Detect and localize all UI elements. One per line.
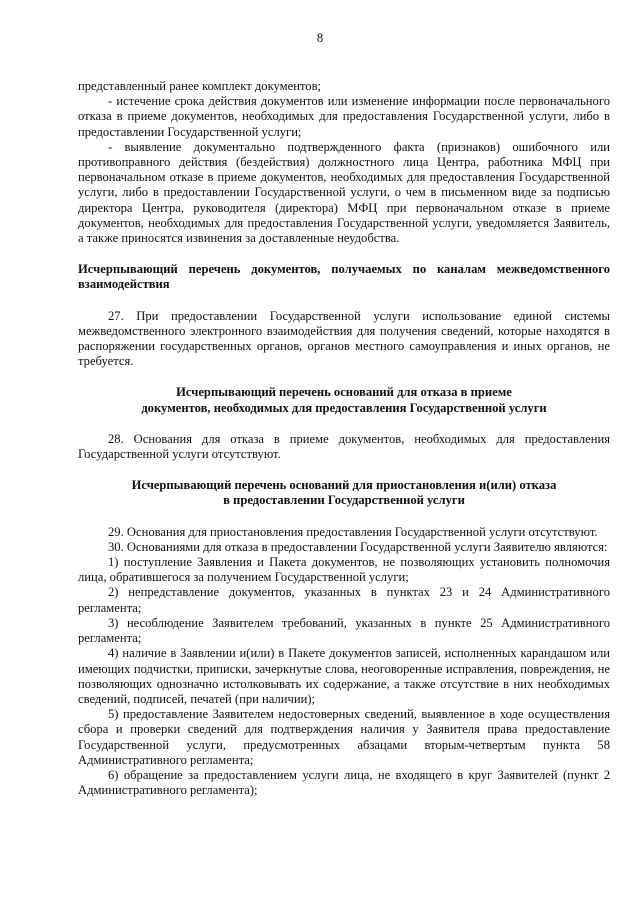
heading-line: в предоставлении Государственной услуги bbox=[223, 493, 465, 508]
paragraph-29: 29. Основания для приостановления предоставления Государственной услуги отсутствуют. bbox=[108, 524, 598, 539]
list-item-1: 1) поступление Заявления и Пакета документов, не позволяющих установить полномочия лица, обратившегося за получением Государственной услуги; bbox=[78, 555, 610, 585]
section-heading-refusal-acceptance bbox=[78, 385, 610, 415]
paragraph-continuation: представленный ранее комплект документов; bbox=[78, 79, 322, 93]
list-item-3: 3) несоблюдение Заявителем требований, указанных в пункте 25 Административного регламента; bbox=[78, 615, 610, 646]
page-number: 8 bbox=[316, 31, 324, 45]
list-item-5: 5) предоставление Заявителем недостоверных сведений, выявленное в ходе осуществления сбора и проверки сведений для подтверждения наличия у Заявителя права предоставление Государственной услуги, предусмотренных абзацами вторым-четвертым пункта 58 Административного регламента; bbox=[78, 707, 610, 767]
list-item-4: 4) наличие в Заявлении и(или) в Пакете документов записей, исполненных карандашом или имеющих подчистки, приписки, зачеркнутые слова, неоговоренные исправления, повреждения, не позволяющих однозначно истолковывать их содержание, а также отсутствие в них необходимых сведений, подписей, печатей (при наличии); bbox=[78, 646, 610, 706]
paragraph-error-condition: - выявление документально подтвержденного факта (признаков) ошибочного или противоправного действия (бездействия) должностного лица Центра, работника МФЦ при первоначальном отказе в приеме документов, необходимых для предоставления Государственной услуги, либо в предоставлении Государственной услуги, о чем в письменном виде за подписью директора Центра, руководителя (директора) МФЦ при первоначальном отказе в приеме документов, необходимых для предоставления Государственной услуги, уведомляется Заявитель, а также приносятся извинения за доставленные неудобства. bbox=[78, 139, 610, 246]
paragraph-30: 30. Основаниями для отказа в предоставлении Государственной услуги Заявителю являются: bbox=[108, 539, 608, 554]
paragraph-28: 28. Основания для отказа в приеме документов, необходимых для предоставления Государственной услуги отсутствуют. bbox=[78, 431, 610, 462]
heading-line: Исчерпывающий перечень оснований для приостановления и(или) отказа bbox=[131, 478, 557, 493]
section-heading-interagency: Исчерпывающий перечень документов, получаемых по каналам межведомственного взаимодействия bbox=[78, 262, 610, 292]
paragraph-27: 27. При предоставлении Государственной услуги использование единой системы межведомственного электронного взаимодействия для получения сведений, которые находятся в распоряжении государственных органов, органов местного самоуправления и иных органов, не требуется. bbox=[78, 308, 610, 369]
heading-line: Исчерпывающий перечень оснований для отказа в приеме bbox=[176, 385, 512, 400]
section-heading-suspension-refusal bbox=[78, 478, 610, 508]
list-item-6: 6) обращение за предоставлением услуги лица, не входящего в круг Заявителей (пункт 2 Административного регламента); bbox=[78, 767, 610, 798]
paragraph-expiry-condition: - истечение срока действия документов или изменение информации после первоначального отказа в приеме документов, необходимых для предоставления Государственной услуги, либо в предоставлении Государственной услуги; bbox=[78, 94, 610, 139]
list-item-2: 2) непредставление документов, указанных в пунктах 23 и 24 Административного регламента; bbox=[78, 585, 610, 615]
document-body bbox=[78, 79, 610, 798]
heading-line: документов, необходимых для предоставления Государственной услуги bbox=[141, 400, 547, 415]
